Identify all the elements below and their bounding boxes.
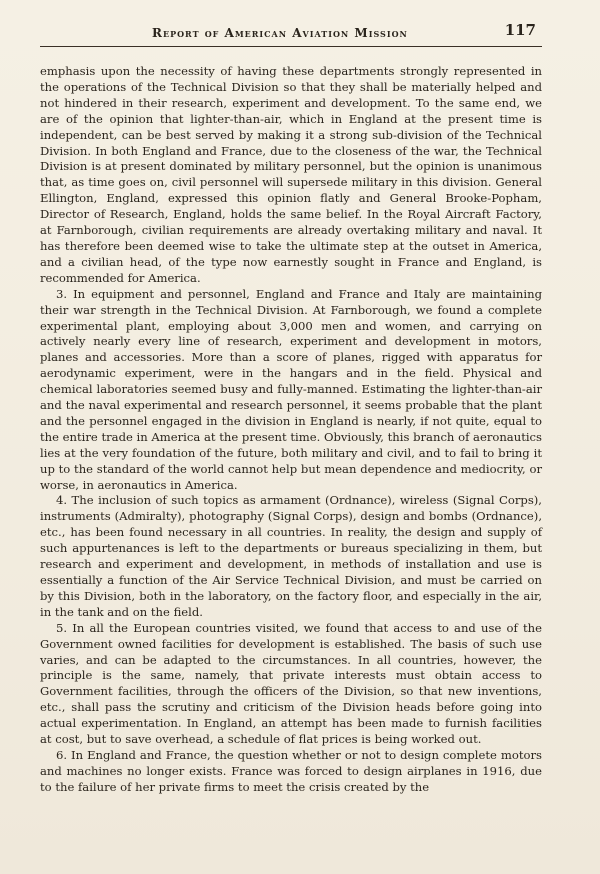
page-header (40, 20, 542, 47)
page-body (40, 64, 542, 796)
paragraph-4: 4. The inclusion of such topics as armament (Ordnance), wireless (Signal Corps), instruments (Admiralty), photography (Signal Corps), design and bombs (Ordnance), etc., has been found necessary in all countries. In reality, the design and supply of such appurtenances is left to the departments or bureaus specializing in them, but research and experiment and development, in methods of installation and use is essentially a function of the Air Service Technical Division, and must be carried on by this Division, both in the laboratory, on the factory floor, and especially in the air, in the tank and on the field. (40, 493, 542, 619)
page-number: 117 (504, 21, 536, 39)
paragraph-6: 6. In England and France, the question whether or not to design complete motors and machines no longer exists. France was forced to design airplanes in 1916, due to the failure of her private firms to meet the crisis created by the (40, 747, 542, 794)
paragraph-continued: emphasis upon the necessity of having these departments strongly represented in the operations of the Technical Division so that they shall be materially helped and not hindered in their research, experiment and development. To the same end, we are of the opinion that lighter-than-air, which in England at the present time is independent, can be best served by making it a strong sub-division of the Technical Division. In both England and France, due to the closeness of the war, the Technical Division is at present dominated by military personnel, but the opinion is unanimous that, as time goes on, civil personnel will supersede military in this division. General Ellington, England, expressed this opinion flatly and General Brooke-Popham, Director of Research, England, holds the same belief. In the Royal Aircraft Factory, at Farnborough, civilian requirements are already overtaking military and naval. It has therefore been deemed wise to take the ultimate step at the outset in America, and a civilian head, of the type now earnestly sought in France and England, is recommended for America. (40, 64, 542, 285)
paragraph-5: 5. In all the European countries visited, we found that access to and use of the Government owned facilities for development is established. The basis of such use varies, and can be adapted to the circumstances. In all countries, however, the principle is the same, namely, that private interests must obtain access to Government facilities, through the officers of the Division, so that new inventions, etc., shall pass the scrutiny and criticism of the Division heads before going into actual experimentation. In England, an attempt has been made to furnish facilities at cost, but to save overhead, a schedule of flat prices is being worked out. (40, 620, 542, 747)
paragraph-3: 3. In equipment and personnel, England and France and Italy are maintaining their war strength in the Technical Division. At Farnborough, we found a complete experimental plant, employing about 3,000 men and women, and carrying on actively nearly every line of research, experiment and development in motors, planes and accessories. More than a score of planes, rigged with apparatus for aerodynamic experiment, were in the hangars and in the field. Physical and chemical laboratories seemed busy and fully-manned. Estimating the lighter-than-air and the naval experimental and research personnel, it seems probable that the plant and the personnel engaged in the division in England is nearly, if not quite, equal to the entire trade in America at the present time. Obviously, this branch of aeronautics lies at the very foundation of the future, both military and civil, and to fail to bring it up to the standard of the world cannot help but mean dependence and mediocrity, or worse, in aeronautics in America. (40, 286, 542, 492)
running-title: Report of American Aviation Mission (152, 26, 408, 40)
